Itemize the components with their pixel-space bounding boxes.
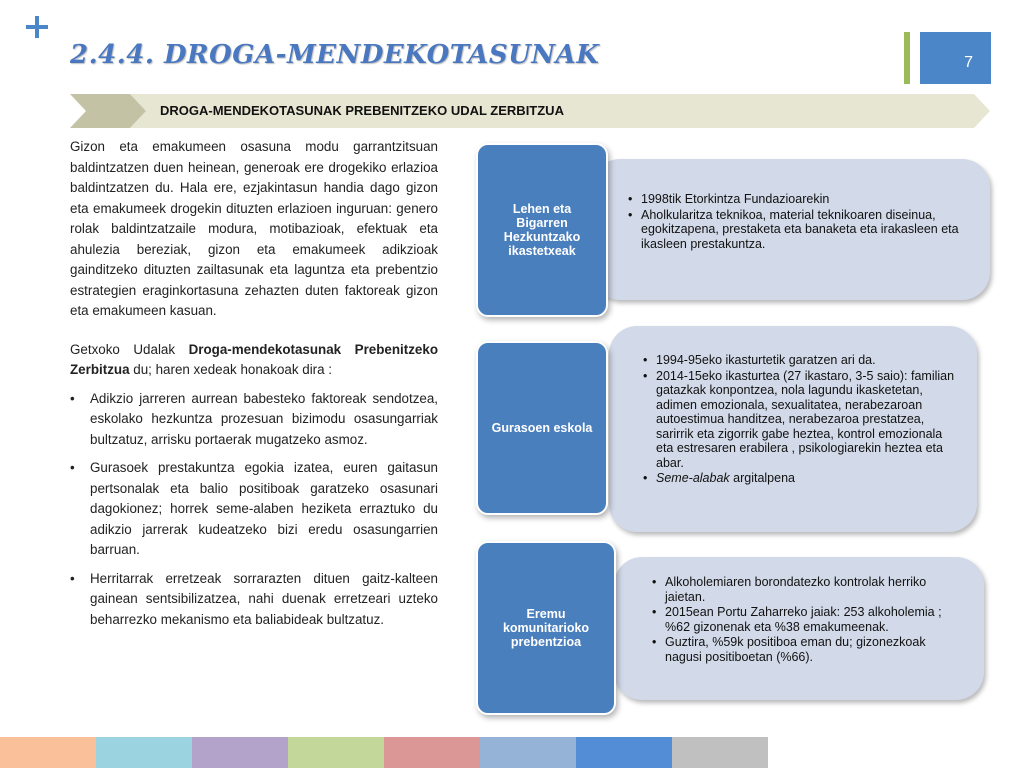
- lead-text-1: Getxoko Udalak: [70, 341, 189, 357]
- goals-list: [70, 389, 438, 631]
- bullet-icon: •: [70, 460, 75, 475]
- footer-stripe: [0, 737, 96, 768]
- card-schools-list: [628, 192, 973, 252]
- body-text: [70, 137, 438, 630]
- card-item-text: 2014-15eko ikasturtea (27 ikastaro, 3-5 saio): familian gatazkak konpontzea, nola lagundu ikasketetan, adimen emozionala, sexualitatea, nerabezaroan autoestimua handitzea, nerabezaroa prestatzea, sarirrik eta zigorrik gabe heztea, kontrol emozionala eta estresaren erabilera , psikologiarekin heztea eta abar.: [656, 368, 955, 470]
- section-banner: [70, 94, 990, 128]
- card-item: [643, 353, 963, 368]
- card-parents-label: Gurasoen eskola: [476, 341, 608, 515]
- card-item: [643, 471, 963, 486]
- card-item-text: 1994-95eko ikasturtetik garatzen ari da.: [656, 353, 876, 367]
- card-item-text: 1998tik Etorkintza Fundazioarekin: [641, 192, 830, 206]
- card-item-text: argitalpena: [729, 471, 795, 485]
- bullet-icon: •: [628, 207, 633, 222]
- card-item-text: Guztira, %59k positiboa eman du; gizonezkoak nagusi positiboetan (%66).: [665, 635, 926, 664]
- card-item: [652, 605, 962, 634]
- card-community-label: Eremu komunitarioko prebentzioa: [476, 541, 616, 715]
- bullet-icon: •: [70, 390, 75, 406]
- card-community-list: [652, 575, 962, 665]
- card-item-text: 2015ean Portu Zaharreko jaiak: 253 alkoholemia ; %62 gizonenak eta %38 emakumeenak.: [665, 605, 942, 634]
- page-number: 7: [920, 32, 991, 84]
- card-item: [628, 192, 973, 207]
- bullet-icon: •: [628, 192, 633, 206]
- goal-text: Gurasoek prestakuntza egokia izatea, euren gaitasun pertsonalak eta balio positiboak garatzeko osasunari dagokionez; horrek seme-alaben heziketa erraztuko du adikzio jarrerak kudeatzeko bizi eredu osasungarrien barruan.: [90, 460, 438, 557]
- footer-stripe: [480, 737, 576, 768]
- bullet-icon: •: [652, 635, 657, 649]
- bullet-icon: •: [643, 368, 648, 383]
- goal-text: Herritarrak erretzeak sorrarazten dituen gaitz-kalteen gainean sentsibilizatzea, nahi duenak erretzeari uzteko beharrezko mekanismo eta baliabideak bultzatuz.: [90, 570, 438, 627]
- card-parents-list: [643, 353, 963, 487]
- footer-stripe: [192, 737, 288, 768]
- slide-title: 2.4.4. DROGA-MENDEKOTASUNAK: [70, 40, 600, 70]
- goal-item: [70, 458, 438, 561]
- bullet-icon: •: [70, 570, 75, 586]
- footer-stripe: [672, 737, 768, 768]
- card-item: [652, 575, 962, 604]
- goal-item: [70, 389, 438, 451]
- card-item: [628, 208, 973, 252]
- footer-stripe: [288, 737, 384, 768]
- publication-name: Seme-alabak: [656, 471, 730, 485]
- goal-item: [70, 569, 438, 631]
- accent-divider: [904, 32, 910, 84]
- card-schools-label: Lehen eta Bigarren Hezkuntzako ikastetxeak: [476, 143, 608, 317]
- footer-stripe: [576, 737, 672, 768]
- footer-color-stripes: [0, 737, 768, 768]
- plus-logo-icon: [26, 16, 48, 38]
- lead-text-2: du; haren xedeak honakoak dira :: [129, 362, 333, 377]
- banner-arrow: [70, 94, 146, 128]
- bullet-icon: •: [652, 605, 657, 619]
- lead-paragraph: [70, 340, 438, 381]
- bullet-icon: •: [643, 353, 648, 367]
- card-item: [652, 635, 962, 664]
- card-item-text: Aholkularitza teknikoa, material teknikoaren diseinua, egokitzapena, prestaketa eta banaketa eta irakasleen eta ikasleen prestakuntza.: [641, 207, 959, 251]
- card-item-text: Alkoholemiaren borondatezko kontrolak herriko jaietan.: [665, 575, 927, 604]
- intro-paragraph: Gizon eta emakumeen osasuna modu garrantzitsuan baldintzatzen duen heinean, generoak ere drogekiko erlazioa baldintzatzen du. Hala ere, ezjakintasun handia dago gizon eta emakumeek drogekin dituzten erlazioen inguruan: genero rolak baldintzatzaile modura, motibazioak, efektuak eta ahulezia bereziak, gizon eta emakumeek adikzioak gainditzeko dituzten zailtasunak eta laguntza eta prebentzio estrategien eraginkortasuna zehazten duten faktoreak gizon eta emakumeen kasuan.: [70, 139, 438, 318]
- footer-stripe: [384, 737, 480, 768]
- service-name: Droga-mendekotasunak Prebenitzeko Zerbitzua: [70, 341, 438, 377]
- bullet-icon: •: [643, 471, 648, 485]
- section-heading: DROGA-MENDEKOTASUNAK PREBENITZEKO UDAL ZERBITZUA: [160, 103, 564, 118]
- goal-text: Adikzio jarreren aurrean babesteko faktoreak sendotzea, eskolako hezkuntza prozesuan bizimodu osasungarriak bultzatuz, arrisku portaerak mugatzeko asmoz.: [90, 390, 438, 447]
- bullet-icon: •: [652, 575, 657, 589]
- card-item: [643, 369, 963, 471]
- footer-stripe: [96, 737, 192, 768]
